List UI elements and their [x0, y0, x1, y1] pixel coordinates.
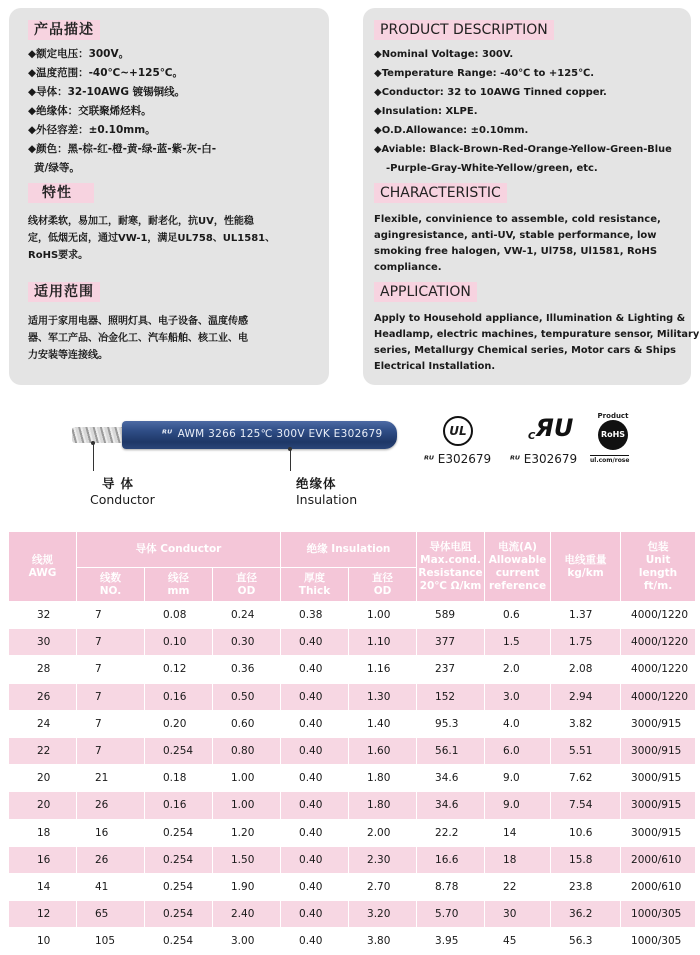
en-spec-item: ◆Aviable: Black-Brown-Red-Orange-Yellow-Green-Blue — [374, 144, 672, 155]
cn-characteristic-text: 线材柔软，易加工，耐寒，耐老化，抗UV，性能稳 定，低烟无卤，通过VW-1，满足UL758、UL1581、 RoHS要求。 — [28, 216, 276, 261]
cn-spec-item: ◆导体：32-10AWG 镀锡铜线。 — [28, 86, 186, 98]
cell-unit-length: 1000/305 — [621, 901, 696, 928]
cell-current: 1.5 — [485, 629, 551, 656]
cell-weight: 56.3 — [551, 928, 621, 955]
cell-insulation-od: 1.16 — [349, 656, 417, 683]
cell-insulation-thick: 0.40 — [281, 846, 349, 873]
cell-awg: 32 — [9, 602, 77, 629]
cell-insulation-od: 2.70 — [349, 873, 417, 900]
cell-conductor-od: 1.20 — [213, 819, 281, 846]
cell-awg: 22 — [9, 737, 77, 764]
cell-strand-diameter: 0.254 — [145, 819, 213, 846]
cell-insulation-od: 1.80 — [349, 765, 417, 792]
cell-strand-diameter: 0.254 — [145, 901, 213, 928]
cell-insulation-thick: 0.40 — [281, 683, 349, 710]
cn-spec-item-wrap: 黄/绿等。 — [34, 162, 80, 174]
header-insulation-od: 直径 OD — [349, 568, 417, 602]
header-unit-length: 包装 Unit length ft/m. — [621, 532, 696, 602]
cn-spec-item: ◆颜色：黑-棕-红-橙-黄-绿-蓝-紫-灰-白- — [28, 143, 217, 155]
cell-insulation-od: 1.40 — [349, 710, 417, 737]
insulation-callout-dot — [288, 447, 292, 451]
cell-resistance: 22.2 — [417, 819, 485, 846]
cell-strand-count: 65 — [77, 901, 145, 928]
header-insulation-thick: 厚度 Thick — [281, 568, 349, 602]
cell-conductor-od: 0.36 — [213, 656, 281, 683]
cell-resistance: 56.1 — [417, 737, 485, 764]
cn-spec-item: ◆绝缘体：交联聚烯烃料。 — [28, 105, 152, 117]
cell-weight: 5.51 — [551, 737, 621, 764]
cell-conductor-od: 3.00 — [213, 928, 281, 955]
cell-awg: 16 — [9, 846, 77, 873]
cell-unit-length: 3000/915 — [621, 737, 696, 764]
cell-unit-length: 1000/305 — [621, 928, 696, 955]
cell-strand-count: 7 — [77, 683, 145, 710]
cell-current: 6.0 — [485, 737, 551, 764]
cn-spec-item: ◆温度范围：-40℃~+125℃。 — [28, 67, 183, 79]
en-spec-item: ◆Insulation: XLPE. — [374, 106, 478, 117]
cn-application-text: 适用于家用电器、照明灯具、电子设备、温度传感 器、军工产品、冶金化工、汽车船舶、核工业、电 力安装等连接线。 — [28, 316, 248, 361]
cell-unit-length: 4000/1220 — [621, 683, 696, 710]
cell-strand-diameter: 0.254 — [145, 873, 213, 900]
cell-strand-count: 16 — [77, 819, 145, 846]
cell-insulation-thick: 0.40 — [281, 765, 349, 792]
table-row — [9, 846, 696, 873]
header-strand-diameter: 线径 mm — [145, 568, 213, 602]
cell-strand-count: 105 — [77, 928, 145, 955]
cell-strand-count: 7 — [77, 602, 145, 629]
cru-file-number: ᴿᵁ E302679 — [510, 452, 578, 466]
cell-awg: 12 — [9, 901, 77, 928]
ul-file-number: ᴿᵁ E302679 — [424, 452, 492, 466]
en-spec-item: ◆Temperature Range: -40℃ to +125℃. — [374, 68, 595, 79]
header-strand-count: 线数 NO. — [77, 568, 145, 602]
tinned-copper-conductor-image — [72, 427, 127, 443]
cell-unit-length: 3000/915 — [621, 710, 696, 737]
cell-strand-count: 26 — [77, 846, 145, 873]
cell-insulation-thick: 0.40 — [281, 629, 349, 656]
cell-strand-diameter: 0.20 — [145, 710, 213, 737]
cell-current: 30 — [485, 901, 551, 928]
cell-weight: 2.08 — [551, 656, 621, 683]
cell-strand-count: 7 — [77, 629, 145, 656]
cable-print-marking: ᴿᵁ AWM 3266 125℃ 300V EVK E302679 — [162, 428, 383, 440]
cell-strand-diameter: 0.18 — [145, 765, 213, 792]
ul-rohs-product-icon: Product RoHS — [594, 412, 632, 452]
rohs-url: ul.com/rose — [590, 457, 630, 464]
cell-resistance: 152 — [417, 683, 485, 710]
cell-insulation-thick: 0.40 — [281, 901, 349, 928]
ul-recognized-mini-icon: ᴿᵁ — [162, 429, 173, 440]
cell-insulation-od: 2.00 — [349, 819, 417, 846]
en-spec-item: ◆Nominal Voltage: 300V. — [374, 49, 514, 60]
cell-awg: 14 — [9, 873, 77, 900]
cell-resistance: 34.6 — [417, 765, 485, 792]
cell-insulation-thick: 0.40 — [281, 792, 349, 819]
en-spec-list — [374, 45, 672, 178]
cell-insulation-thick: 0.40 — [281, 928, 349, 955]
spec-table — [8, 531, 696, 955]
cell-awg: 10 — [9, 928, 77, 955]
cell-conductor-od: 0.60 — [213, 710, 281, 737]
cell-strand-diameter: 0.254 — [145, 846, 213, 873]
cell-strand-count: 26 — [77, 792, 145, 819]
cell-unit-length: 2000/610 — [621, 846, 696, 873]
table-row — [9, 765, 696, 792]
cell-awg: 30 — [9, 629, 77, 656]
header-current: 电流(A) Allowable current reference — [485, 532, 551, 602]
ul-listed-icon: UL — [443, 416, 473, 446]
cell-insulation-od: 3.20 — [349, 901, 417, 928]
cell-insulation-thick: 0.40 — [281, 737, 349, 764]
cell-insulation-thick: 0.40 — [281, 819, 349, 846]
cell-current: 14 — [485, 819, 551, 846]
cell-resistance: 95.3 — [417, 710, 485, 737]
table-row — [9, 629, 696, 656]
cell-strand-count: 41 — [77, 873, 145, 900]
cn-characteristic-heading: 特性 — [28, 183, 94, 203]
header-insulation: 绝缘 Insulation — [281, 532, 417, 568]
cell-unit-length: 2000/610 — [621, 873, 696, 900]
cell-strand-count: 21 — [77, 765, 145, 792]
conductor-callout-dot — [91, 441, 95, 445]
en-application-heading: APPLICATION — [374, 282, 477, 302]
en-spec-item-wrap: -Purple-Gray-White-Yellow/green, etc. — [386, 163, 598, 174]
cn-spec-item: ◆外径容差：±0.10mm。 — [28, 124, 156, 136]
cell-insulation-thick: 0.38 — [281, 602, 349, 629]
cell-current: 0.6 — [485, 602, 551, 629]
cell-awg: 26 — [9, 683, 77, 710]
header-awg: 线规 AWG — [9, 532, 77, 602]
conductor-callout-line — [93, 443, 94, 471]
cell-insulation-od: 1.30 — [349, 683, 417, 710]
spec-table-body — [9, 602, 696, 955]
table-row — [9, 873, 696, 900]
cell-awg: 20 — [9, 792, 77, 819]
cell-insulation-od: 1.00 — [349, 602, 417, 629]
cn-spec-list — [28, 45, 216, 178]
cell-conductor-od: 0.30 — [213, 629, 281, 656]
cell-weight: 36.2 — [551, 901, 621, 928]
cell-resistance: 5.70 — [417, 901, 485, 928]
table-row — [9, 683, 696, 710]
table-row — [9, 928, 696, 955]
cell-insulation-thick: 0.40 — [281, 710, 349, 737]
cell-awg: 24 — [9, 710, 77, 737]
cell-strand-count: 7 — [77, 737, 145, 764]
cell-strand-count: 7 — [77, 710, 145, 737]
cell-conductor-od: 0.24 — [213, 602, 281, 629]
cell-resistance: 237 — [417, 656, 485, 683]
cell-current: 22 — [485, 873, 551, 900]
cn-product-description-heading: 产品描述 — [28, 20, 100, 40]
cell-unit-length: 4000/1220 — [621, 629, 696, 656]
cell-resistance: 8.78 — [417, 873, 485, 900]
cell-insulation-od: 1.80 — [349, 792, 417, 819]
en-spec-item: ◆Conductor: 32 to 10AWG Tinned copper. — [374, 87, 607, 98]
cell-weight: 7.62 — [551, 765, 621, 792]
cell-unit-length: 3000/915 — [621, 819, 696, 846]
table-row — [9, 737, 696, 764]
cell-strand-diameter: 0.08 — [145, 602, 213, 629]
insulation-label: 绝缘体 Insulation — [296, 476, 358, 507]
cell-conductor-od: 1.50 — [213, 846, 281, 873]
cell-insulation-thick: 0.40 — [281, 873, 349, 900]
insulation-callout-line — [290, 449, 291, 471]
cell-strand-diameter: 0.16 — [145, 683, 213, 710]
cn-spec-item: ◆额定电压：300V。 — [28, 48, 130, 60]
cell-current: 3.0 — [485, 683, 551, 710]
cell-conductor-od: 1.90 — [213, 873, 281, 900]
cell-insulation-od: 3.80 — [349, 928, 417, 955]
cell-strand-diameter: 0.12 — [145, 656, 213, 683]
cell-resistance: 589 — [417, 602, 485, 629]
cell-current: 45 — [485, 928, 551, 955]
cell-current: 9.0 — [485, 792, 551, 819]
cell-insulation-od: 2.30 — [349, 846, 417, 873]
cell-resistance: 3.95 — [417, 928, 485, 955]
cell-weight: 1.37 — [551, 602, 621, 629]
cell-awg: 20 — [9, 765, 77, 792]
cell-insulation-od: 1.10 — [349, 629, 417, 656]
cell-strand-diameter: 0.254 — [145, 737, 213, 764]
header-weight: 电线重量 kg/km — [551, 532, 621, 602]
cell-conductor-od: 2.40 — [213, 901, 281, 928]
cell-weight: 3.82 — [551, 710, 621, 737]
cell-strand-diameter: 0.16 — [145, 792, 213, 819]
conductor-label: 导体 Conductor — [90, 476, 155, 507]
cell-awg: 28 — [9, 656, 77, 683]
header-conductor-od: 直径 OD — [213, 568, 281, 602]
header-resistance: 导体电阻 Max.cond. Resistance 20℃ Ω/km — [417, 532, 485, 602]
cell-weight: 1.75 — [551, 629, 621, 656]
cell-unit-length: 3000/915 — [621, 765, 696, 792]
insulation-jacket-image — [122, 421, 397, 449]
cell-weight: 23.8 — [551, 873, 621, 900]
cell-awg: 18 — [9, 819, 77, 846]
cell-weight: 2.94 — [551, 683, 621, 710]
header-conductor: 导体 Conductor — [77, 532, 281, 568]
cell-weight: 15.8 — [551, 846, 621, 873]
cell-strand-count: 7 — [77, 656, 145, 683]
cell-conductor-od: 1.00 — [213, 765, 281, 792]
table-row — [9, 656, 696, 683]
cell-resistance: 16.6 — [417, 846, 485, 873]
cell-resistance: 377 — [417, 629, 485, 656]
table-row — [9, 792, 696, 819]
cell-resistance: 34.6 — [417, 792, 485, 819]
en-spec-item: ◆O.D.Allowance: ±0.10mm. — [374, 125, 529, 136]
table-row — [9, 710, 696, 737]
c-ru-recognized-icon: CЯU — [528, 414, 574, 442]
cell-strand-diameter: 0.10 — [145, 629, 213, 656]
table-row — [9, 602, 696, 629]
cell-unit-length: 3000/915 — [621, 792, 696, 819]
cell-strand-diameter: 0.254 — [145, 928, 213, 955]
cell-conductor-od: 0.50 — [213, 683, 281, 710]
cell-current: 9.0 — [485, 765, 551, 792]
en-characteristic-heading: CHARACTERISTIC — [374, 183, 507, 203]
cell-weight: 10.6 — [551, 819, 621, 846]
cell-unit-length: 4000/1220 — [621, 656, 696, 683]
cell-weight: 7.54 — [551, 792, 621, 819]
cell-insulation-thick: 0.40 — [281, 656, 349, 683]
cell-conductor-od: 1.00 — [213, 792, 281, 819]
cell-insulation-od: 1.60 — [349, 737, 417, 764]
en-characteristic-text: Flexible, convinience to assemble, cold resistance, agingresistance, anti-UV, stable performance, low smoking free halogen, VW-1, Ul758, Ul1581, RoHS compliance. — [374, 214, 661, 273]
cn-application-heading: 适用范围 — [28, 282, 100, 302]
en-application-text: Apply to Household appliance, Illumination & Lighting & Headlamp, electric machines, tempurature sensor, Military series, Metallurgy Chemical series, Motor cars & Ships Electrical Installation. — [374, 313, 700, 372]
table-row — [9, 819, 696, 846]
cell-current: 4.0 — [485, 710, 551, 737]
cell-unit-length: 4000/1220 — [621, 602, 696, 629]
cell-current: 2.0 — [485, 656, 551, 683]
cell-current: 18 — [485, 846, 551, 873]
en-product-description-heading: PRODUCT DESCRIPTION — [374, 20, 554, 40]
cell-conductor-od: 0.80 — [213, 737, 281, 764]
